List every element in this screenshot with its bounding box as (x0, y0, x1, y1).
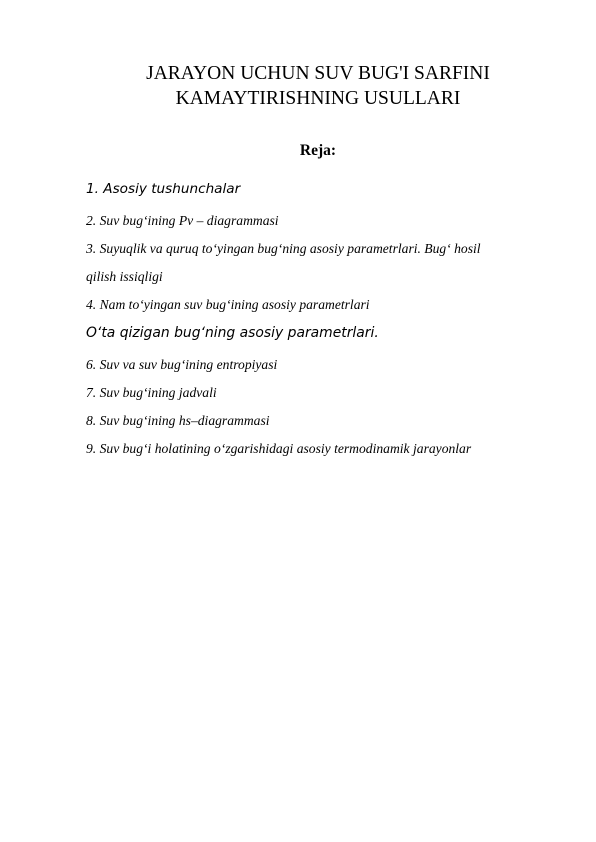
plan-item-1: 1. Asosiy tushunchalar (86, 181, 241, 197)
plan-item-3: 3. Suyuqlik va quruq to‘yingan bug‘ning asosiy parametrlari. Bug‘ hosil (86, 241, 481, 256)
plan-item-3-continuation: qilish issiqligi (86, 269, 163, 284)
plan-item-5: O‘ta qizigan bug‘ning asosiy parametrlari. (86, 325, 379, 341)
document-title (40, 61, 596, 111)
plan-heading: Reja: (299, 142, 337, 159)
plan-item-4: 4. Nam to‘yingan suv bug‘ining asosiy parametrlari (86, 297, 370, 312)
plan-item-2: 2. Suv bug‘ining Pv – diagrammasi (86, 213, 279, 228)
title-line-1: JARAYON UCHUN SUV BUG'I SARFINI (146, 63, 490, 84)
plan-item-9: 9. Suv bug‘i holatining o‘zgarishidagi asosiy termodinamik jarayonlar (86, 441, 472, 456)
plan-item-7: 7. Suv bug‘ining jadvali (86, 385, 217, 400)
title-line-2: KAMAYTIRISHNING USULLARI (175, 88, 461, 109)
plan-item-8: 8. Suv bug‘ining hs–diagrammasi (86, 413, 270, 428)
plan-item-6: 6. Suv va suv bug‘ining entropiyasi (86, 357, 278, 372)
